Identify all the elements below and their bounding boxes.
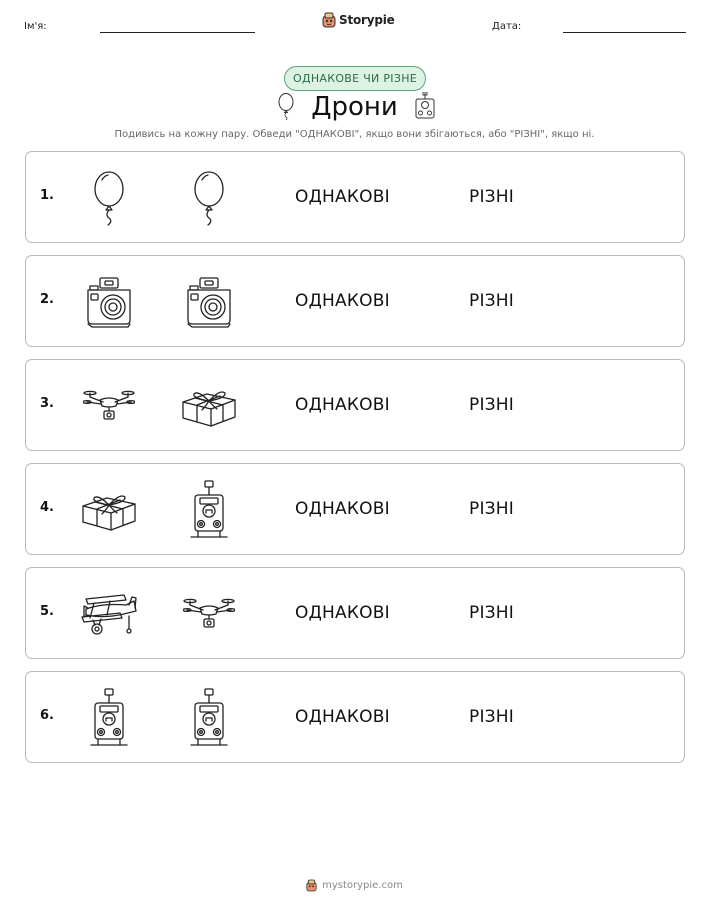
different-option[interactable]: РІЗНІ <box>469 499 514 519</box>
name-line[interactable] <box>100 32 255 33</box>
different-option[interactable]: РІЗНІ <box>469 395 514 415</box>
question-number: 3. <box>40 396 54 411</box>
question-row <box>25 255 685 347</box>
biplane-icon <box>77 582 141 646</box>
robot-icon <box>77 686 141 750</box>
worksheet-type-badge: ОДНАКОВЕ ЧИ РІЗНЕ <box>284 66 426 91</box>
balloon-icon <box>77 166 141 230</box>
question-number: 2. <box>40 292 54 307</box>
date-line[interactable] <box>563 32 686 33</box>
robot-icon <box>413 92 437 126</box>
drone-icon <box>177 582 241 646</box>
gift-icon <box>77 478 141 542</box>
different-option[interactable]: РІЗНІ <box>469 187 514 207</box>
different-option[interactable]: РІЗНІ <box>469 603 514 623</box>
question-row <box>25 671 685 763</box>
same-option[interactable]: ОДНАКОВІ <box>295 187 390 207</box>
gift-icon <box>177 374 241 438</box>
same-option[interactable]: ОДНАКОВІ <box>295 603 390 623</box>
same-option[interactable]: ОДНАКОВІ <box>295 499 390 519</box>
brand-name: Storypie <box>339 13 395 27</box>
footer-url: mystorypie.com <box>322 880 403 891</box>
date-label: Дата: <box>492 21 522 32</box>
drone-icon <box>77 374 141 438</box>
storypie-mascot-icon <box>322 12 336 28</box>
camera-icon <box>177 270 241 334</box>
different-option[interactable]: РІЗНІ <box>469 291 514 311</box>
question-row <box>25 463 685 555</box>
storypie-logo <box>322 12 395 28</box>
storypie-mascot-icon <box>306 879 317 892</box>
question-number: 1. <box>40 188 54 203</box>
balloon-icon <box>177 166 241 230</box>
same-option[interactable]: ОДНАКОВІ <box>295 291 390 311</box>
question-row <box>25 151 685 243</box>
different-option[interactable]: РІЗНІ <box>469 707 514 727</box>
question-row <box>25 359 685 451</box>
robot-icon <box>177 478 241 542</box>
page-title: Дрони <box>311 92 398 122</box>
question-number: 5. <box>40 604 54 619</box>
same-option[interactable]: ОДНАКОВІ <box>295 707 390 727</box>
name-label: Ім'я: <box>24 21 47 32</box>
same-option[interactable]: ОДНАКОВІ <box>295 395 390 415</box>
footer <box>0 879 709 892</box>
camera-icon <box>77 270 141 334</box>
instructions: Подивись на кожну пару. Обведи "ОДНАКОВІ", якщо вони збігаються, або "РІЗНІ", якщо ні. <box>114 129 595 140</box>
question-number: 4. <box>40 500 54 515</box>
question-row <box>25 567 685 659</box>
question-number: 6. <box>40 708 54 723</box>
robot-icon <box>177 686 241 750</box>
